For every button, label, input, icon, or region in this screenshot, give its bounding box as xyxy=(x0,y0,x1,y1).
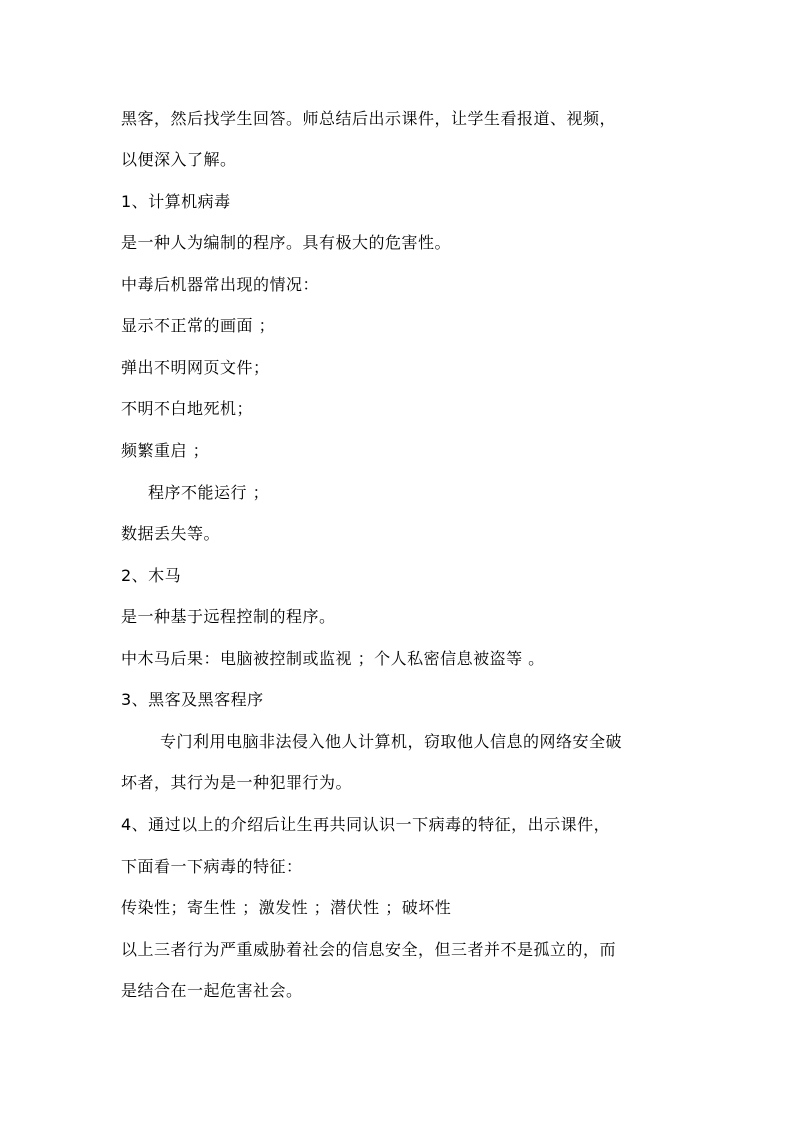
paragraph-line: 是结合在一起危害社会。 xyxy=(121,981,303,1000)
paragraph-line: 下面看一下病毒的特征： xyxy=(121,857,303,876)
paragraph-line: 坏者，其行为是一种犯罪行为。 xyxy=(121,773,353,792)
paragraph-line: 中木马后果：电脑被控制或监视 ；个人私密信息被盗等 。 xyxy=(121,649,545,668)
list-item: 显示不正常的画面 ； xyxy=(121,316,276,335)
list-item: 不明不白地死机； xyxy=(121,399,254,418)
paragraph-line: 是一种人为编制的程序。具有极大的危害性。 xyxy=(121,233,452,252)
list-item: 弹出不明网页文件； xyxy=(121,358,270,377)
paragraph-line: 中毒后机器常出现的情况： xyxy=(121,275,320,294)
section-heading-features: 4、通过以上的介绍后让生再共同认识一下病毒的特征，出示课件， xyxy=(121,815,611,834)
section-heading-virus: 1、计算机病毒 xyxy=(121,192,231,211)
paragraph-line: 传染性；寄生性 ；激发性 ；潜伏性 ；破坏性 xyxy=(121,898,452,917)
list-item: 数据丢失等。 xyxy=(121,524,221,543)
paragraph-line: 是一种基于远程控制的程序。 xyxy=(121,607,336,626)
paragraph-line: 以上三者行为严重威胁着社会的信息安全，但三者并不是孤立的，而 xyxy=(121,940,617,959)
paragraph-line: 专门利用电脑非法侵入他人计算机，窃取他人信息的网络安全破 xyxy=(160,732,623,751)
paragraph-line: 以便深入了解。 xyxy=(121,150,237,169)
section-heading-trojan: 2、木马 xyxy=(121,566,182,585)
section-heading-hacker: 3、黑客及黑客程序 xyxy=(121,690,264,709)
list-item: 频繁重启 ； xyxy=(121,441,210,460)
list-item: 程序不能运行 ； xyxy=(148,483,270,502)
paragraph-line: 黑客，然后找学生回答。师总结后出示课件，让学生看报道、视频， xyxy=(121,109,617,128)
